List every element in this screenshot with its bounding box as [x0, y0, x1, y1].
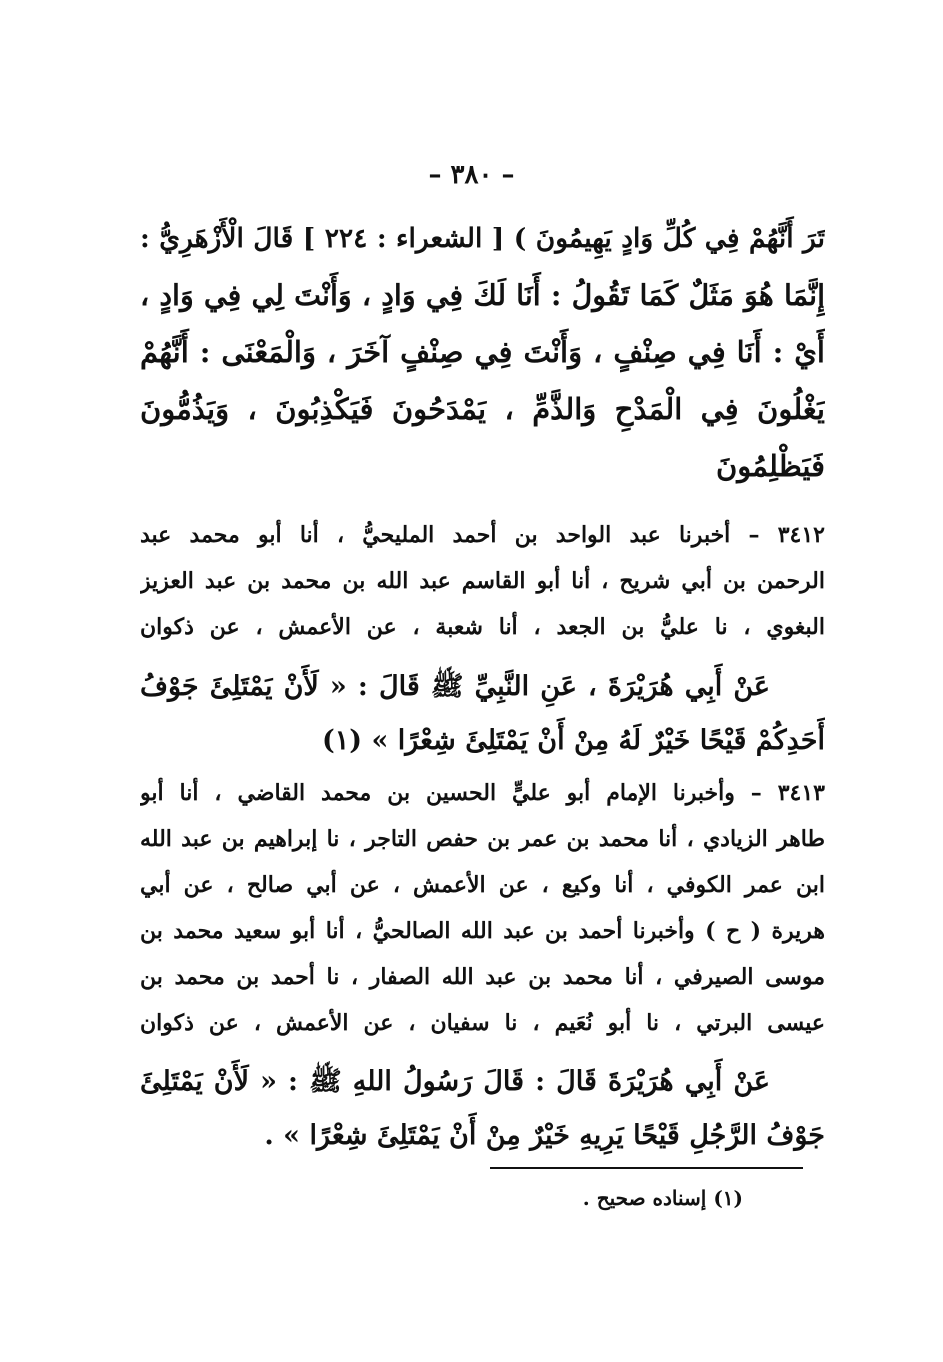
- text-line: طاهر الزيادي ، أنا محمد بن عمر بن حفص التاجر ، نا إبراهيم بن عبد الله: [140, 826, 825, 852]
- hadith-3412-isnad: [140, 512, 825, 650]
- text-line: أَيْ : أَنَا فِي صِنْفٍ ، وَأَنْتَ فِي صِنْفٍ آخَرَ ، وَالْمَعْنَى : أَنَّهُمْ: [140, 335, 825, 369]
- text-line: ابن عمر الكوفي ، أنا وكيع ، عن الأعمش ، عن أبي صالح ، عن أبي: [140, 872, 825, 898]
- text-line: ٣٤١٢ – أخبرنا عبد الواحد بن أحمد المليحيُّ ، أنا أبو محمد عبد: [140, 522, 825, 548]
- text-line: عيسى البرتي ، نا أبو نُعَيم ، نا سفيان ، عن الأعمش ، عن ذكوان: [140, 1010, 825, 1036]
- text-line: البغوي ، نا عليُّ بن الجعد ، أنا شعبة ، عن الأعمش ، عن ذكوان: [140, 614, 825, 640]
- text-line: عَنْ أَبِي هُرَيْرَةَ ، عَنِ النَّبِيِّ ﷺ قَالَ : « لَأَنْ يَمْتَلِئَ جَوْفُ: [140, 671, 770, 702]
- footnote-divider: [490, 1167, 803, 1169]
- text-line: موسى الصيرفي ، أنا محمد بن عبد الله الصفار ، نا أحمد بن محمد بن: [140, 964, 825, 990]
- page-number: – ٣٨٠ –: [428, 160, 515, 190]
- text-line: تَرَ أَنَّهُمْ فِي كُلِّ وَادٍ يَهِيمُونَ ) [ الشعراء : ٢٢٤ ] قَالَ الْأَزْهَرِيُّ :: [140, 223, 825, 254]
- text-line: إِنَّمَا هُوَ مَثَلٌ كَمَا تَقُولُ : أَنَا لَكَ فِي وَادٍ ، وَأَنْتَ لِي فِي وَادٍ ،: [140, 278, 825, 312]
- footnote: (١) إسناده صحيح .: [582, 1186, 743, 1210]
- text-line: فَيَظْلِمُونَ: [715, 449, 825, 483]
- hadith-3413-isnad: [140, 770, 825, 1046]
- hadith-3413-matn: [140, 1055, 825, 1163]
- text-line: ٣٤١٣ – وأخبرنا الإمام أبو عليٍّ الحسين بن محمد القاضي ، أنا أبو: [140, 780, 825, 806]
- text-line: أَحَدِكُمْ قَيْحًا خَيْرٌ لَهُ مِنْ أَنْ يَمْتَلِئَ شِعْرًا » (١): [322, 725, 825, 756]
- text-line: يَغْلُونَ فِي الْمَدْحِ وَالذَّمِّ ، يَمْدَحُونَ فَيَكْذِبُونَ ، وَيَذُمُّونَ: [140, 392, 825, 426]
- hadith-3412-matn: [140, 660, 825, 768]
- text-line: جَوْفُ الرَّجُلِ قَيْحًا يَرِيهِ خَيْرٌ مِنْ أَنْ يَمْتَلِئَ شِعْرًا » .: [264, 1120, 825, 1151]
- commentary-paragraph: [140, 210, 825, 495]
- text-line: عَنْ أَبِي هُرَيْرَةَ قَالَ : قَالَ رَسُولُ اللهِ ﷺ : « لَأَنْ يَمْتَلِئَ: [140, 1066, 770, 1097]
- text-line: الرحمن بن أبي شريح ، أنا أبو القاسم عبد الله بن محمد بن عبد العزيز: [140, 568, 825, 594]
- text-line: هريرة ( ح ) وأخبرنا أحمد بن عبد الله الصالحيُّ ، أنا أبو سعيد محمد بن: [140, 918, 825, 944]
